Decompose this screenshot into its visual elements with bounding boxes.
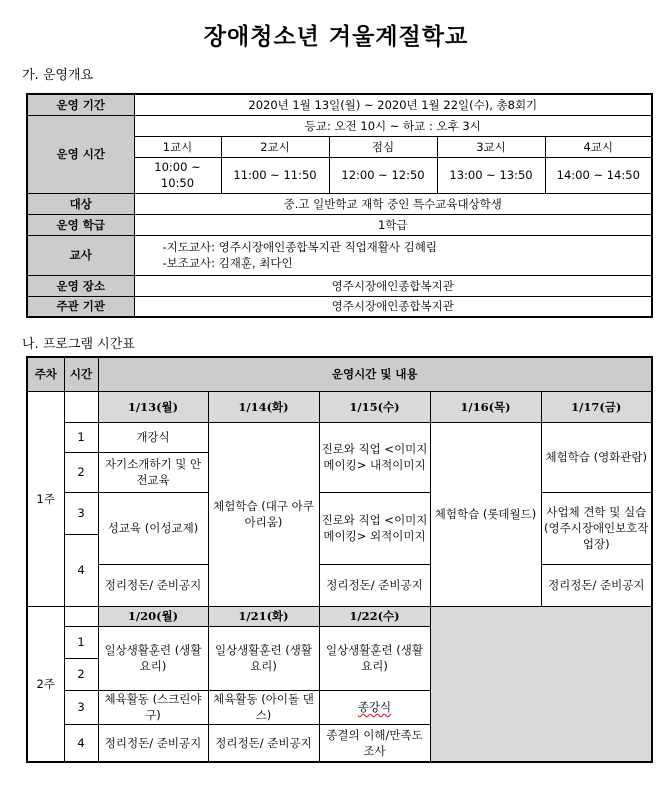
hour-cell: 4	[64, 534, 98, 606]
date-header: 1/17(금)	[541, 391, 652, 422]
activity-cell	[319, 690, 430, 724]
activity-cell: 진로와 직업 <이미지메이킹> 외적이미지	[319, 492, 430, 564]
schedule-header-row	[27, 357, 652, 391]
week1-hour3-row	[27, 492, 652, 534]
activity-cell: 체육활동 (아이돌 댄스)	[208, 690, 319, 724]
hour-cell: 1	[64, 422, 98, 452]
week2-label: 2주	[27, 606, 64, 762]
hour-cell: 3	[64, 492, 98, 534]
period-name: 4교시	[545, 136, 652, 157]
period-time: 10:00 ~ 10:50	[134, 157, 221, 193]
period-name: 점심	[329, 136, 437, 157]
target-value: 중.고 일반학교 재학 중인 특수교육대상학생	[134, 193, 652, 214]
period-value: 2020년 1월 13일(월) ~ 2020년 1월 22일(수), 총8회기	[134, 94, 652, 115]
row-time-summary	[27, 115, 652, 136]
activity-cell: 정리정돈/ 준비공지	[541, 564, 652, 606]
time-summary: 등교: 오전 10시 ~ 하교 : 오후 3시	[134, 115, 652, 136]
period-time: 11:00 ~ 11:50	[221, 157, 329, 193]
org-label: 주관 기관	[27, 296, 134, 317]
activity-cell: 사업체 견학 및 실습 (영주시장애인보호작업장)	[541, 492, 652, 564]
activity-cell: 성교육 (이성교제)	[98, 492, 208, 564]
classes-value: 1학급	[134, 214, 652, 235]
date-header: 1/13(월)	[98, 391, 208, 422]
date-header: 1/22(수)	[319, 606, 430, 626]
activity-cell: 개강식	[98, 422, 208, 452]
period-name: 3교시	[437, 136, 545, 157]
activity-cell: 체험학습 (대구 아쿠아리움)	[208, 422, 319, 606]
row-teacher	[27, 235, 652, 275]
teacher-label: 교사	[27, 235, 134, 275]
empty-shaded-area	[430, 606, 652, 762]
activity-cell: 정리정돈/ 준비공지	[98, 724, 208, 762]
hour-header: 시간	[64, 357, 98, 391]
content-header: 운영시간 및 내용	[98, 357, 652, 391]
date-header: 1/21(화)	[208, 606, 319, 626]
row-target	[27, 193, 652, 214]
activity-cell: 종결의 이해/만족도조사	[319, 724, 430, 762]
closing-ceremony-text: 종강식	[357, 700, 392, 714]
week1-dates-row	[27, 391, 652, 422]
row-org	[27, 296, 652, 317]
teacher-line-assistant: -보조교사: 김재훈, 최다인	[162, 256, 293, 270]
hour-cell: 3	[64, 690, 98, 724]
hour-cell: 1	[64, 626, 98, 658]
activity-cell: 정리정돈/ 준비공지	[208, 724, 319, 762]
week1-hour4-row	[27, 564, 652, 606]
overview-table	[26, 93, 653, 318]
section-heading-schedule: 나. 프로그램 시간표	[22, 337, 135, 352]
page-title: 장애청소년 겨울계절학교	[203, 23, 469, 50]
activity-cell: 일상생활훈련 (생활요리)	[98, 626, 208, 690]
week1-label: 1주	[27, 391, 64, 606]
period-name: 2교시	[221, 136, 329, 157]
period-time: 13:00 ~ 13:50	[437, 157, 545, 193]
date-header: 1/16(목)	[430, 391, 541, 422]
teacher-value	[134, 235, 652, 275]
period-time: 14:00 ~ 14:50	[545, 157, 652, 193]
date-header: 1/20(월)	[98, 606, 208, 626]
activity-cell: 체험학습 (롯데월드)	[430, 422, 541, 606]
place-label: 운영 장소	[27, 275, 134, 296]
section-heading-overview: 가. 운영개요	[22, 68, 94, 83]
activity-cell: 진로와 직업 <이미지메이킹> 내적이미지	[319, 422, 430, 492]
empty-cell	[64, 391, 98, 422]
activity-cell: 정리정돈/ 준비공지	[98, 564, 208, 606]
activity-cell: 일상생활훈련 (생활요리)	[208, 626, 319, 690]
row-place	[27, 275, 652, 296]
activity-cell: 체육활동 (스크린야구)	[98, 690, 208, 724]
target-label: 대상	[27, 193, 134, 214]
date-header: 1/15(수)	[319, 391, 430, 422]
week2-dates-row	[27, 606, 652, 626]
activity-cell: 정리정돈/ 준비공지	[319, 564, 430, 606]
week-header: 주차	[27, 357, 64, 391]
place-value: 영주시장애인종합복지관	[134, 275, 652, 296]
row-classes	[27, 214, 652, 235]
activity-cell: 일상생활훈련 (생활요리)	[319, 626, 430, 690]
empty-cell	[64, 606, 98, 626]
schedule-table	[26, 356, 653, 763]
hour-cell: 4	[64, 724, 98, 762]
org-value: 영주시장애인종합복지관	[134, 296, 652, 317]
period-time: 12:00 ~ 12:50	[329, 157, 437, 193]
classes-label: 운영 학급	[27, 214, 134, 235]
hour-cell: 2	[64, 658, 98, 690]
row-period	[27, 94, 652, 115]
teacher-line-main: -지도교사: 영주시장애인종합복지관 직업재활사 김혜림	[162, 240, 437, 254]
week1-hour1-row	[27, 422, 652, 452]
date-header: 1/14(화)	[208, 391, 319, 422]
activity-cell: 자기소개하기 및 안전교육	[98, 452, 208, 492]
period-name: 1교시	[134, 136, 221, 157]
hour-cell: 2	[64, 452, 98, 492]
period-label: 운영 기간	[27, 94, 134, 115]
activity-cell: 체험학습 (영화관람)	[541, 422, 652, 492]
time-label: 운영 시간	[27, 115, 134, 193]
